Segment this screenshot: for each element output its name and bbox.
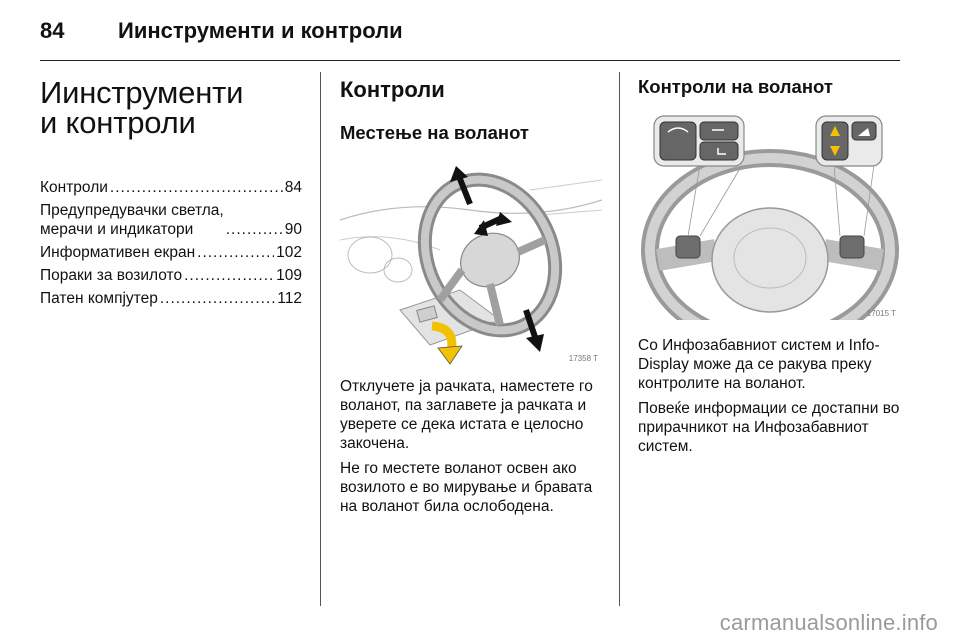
subsection-title: Местење на воланот <box>340 122 529 143</box>
toc-item[interactable] <box>40 243 302 262</box>
steering-adjustment-figure <box>340 160 602 365</box>
toc-item-page: 84 <box>284 179 302 196</box>
toc-leader-dots <box>184 266 274 285</box>
steering-controls-figure <box>638 110 900 320</box>
running-title: Иинструменти и контроли <box>118 18 403 43</box>
toc-item-title: Предупредувачки светла, мерачи и индикатори <box>40 202 224 238</box>
toc-leader-dots <box>160 289 275 308</box>
section-title: Контроли <box>340 77 445 102</box>
chapter-title-line1: Иинструменти <box>40 75 244 110</box>
steering-adjustment-illustration <box>340 160 602 365</box>
chapter-title <box>40 75 302 140</box>
watermark: carmanualsonline.info <box>719 610 938 635</box>
column-divider <box>320 72 321 606</box>
header-divider <box>40 60 900 61</box>
body-paragraph: Повеќе информации се достапни во прирачникот на Инфозабавниот систем. <box>638 400 900 455</box>
toc-item-title: Пораки за возилото <box>40 267 183 284</box>
toc-item-page: 112 <box>277 290 302 307</box>
body-paragraph: Со Инфозабавниот систем и Info-Display може да се ракува преку контролите на воланот. <box>638 337 880 392</box>
toc-item-page: 109 <box>276 267 302 284</box>
toc-item-page: 102 <box>276 244 302 261</box>
toc-leader-dots <box>226 220 283 239</box>
steering-controls-column <box>638 62 900 456</box>
toc-item-title: Контроли <box>40 179 108 196</box>
column-divider <box>619 72 620 606</box>
figure-code: 17015 T <box>866 309 896 318</box>
subsection-title: Контроли на воланот <box>638 76 833 97</box>
body-paragraph: Не го местете воланот освен ако возилото е во мирување и бравата на воланот била ослободена. <box>340 460 593 515</box>
toc-item[interactable] <box>40 266 302 285</box>
page-header <box>40 18 403 46</box>
toc-item-title: Информативен екран <box>40 244 196 261</box>
toc-item[interactable] <box>40 178 302 197</box>
toc-leader-dots <box>110 178 283 197</box>
figure-code: 17358 T <box>568 354 598 363</box>
body-paragraph: Отклучете ја рачката, наместете го воланот, па заглавете ја рачката и уверете се дека истата е целосно закочена. <box>340 378 593 452</box>
toc-leader-dots <box>197 243 274 262</box>
toc-item-page: 90 <box>284 221 302 238</box>
toc-item-title: Патен компјутер <box>40 290 158 307</box>
chapter-title-line2: и контроли <box>40 105 196 140</box>
controls-column <box>340 62 602 516</box>
chapter-column <box>40 62 302 312</box>
page-number: 84 <box>40 18 65 43</box>
toc-item[interactable] <box>40 289 302 308</box>
steering-wheel-controls-illustration <box>638 110 900 320</box>
toc-item[interactable] <box>40 201 302 239</box>
table-of-contents <box>40 178 302 308</box>
